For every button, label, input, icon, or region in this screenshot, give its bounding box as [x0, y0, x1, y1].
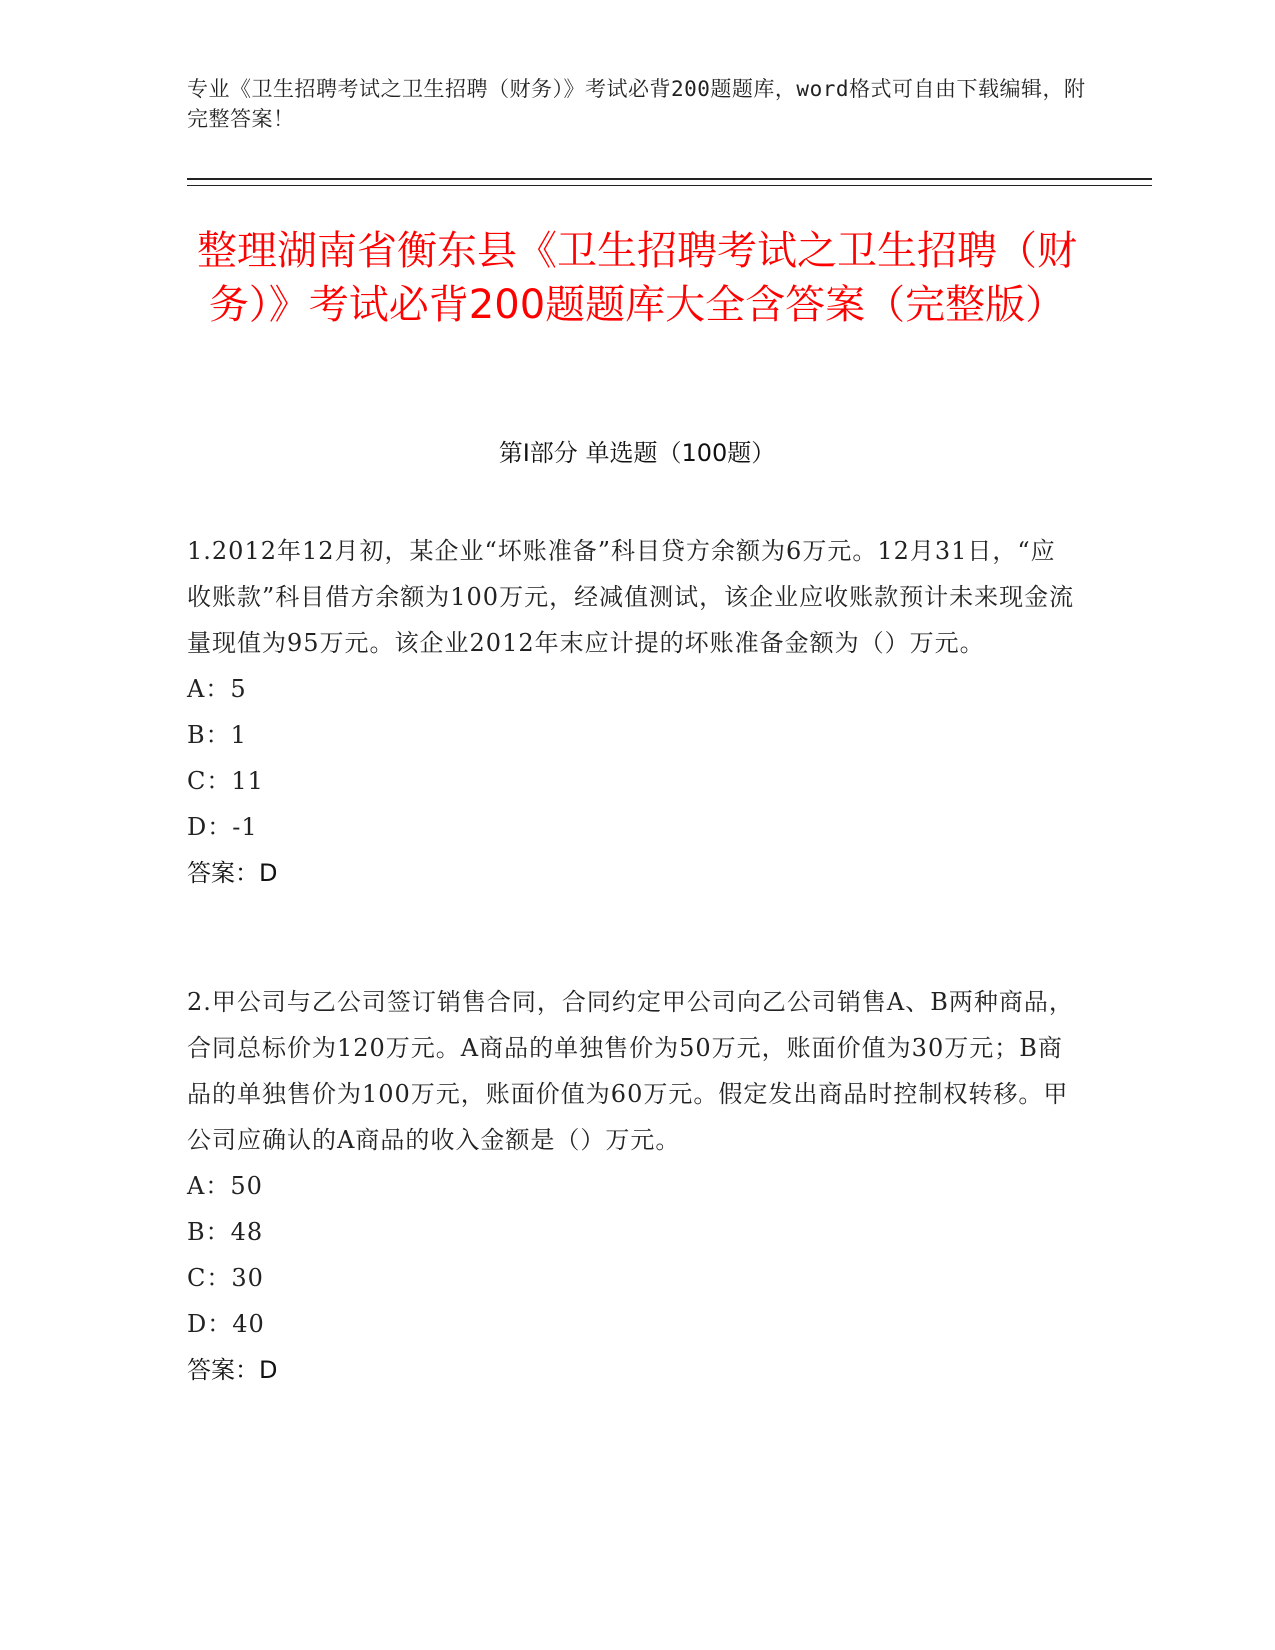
- option-a: A：50: [187, 1172, 263, 1200]
- section-heading: 第I部分 单选题（100题）: [498, 439, 776, 467]
- question-stem: 1.2012年12月初，某企业“坏账准备”科目贷方余额为6万元。12月31日，“应收账款”科目借方余额为100万元，经减值测试，该企业应收账款预计未来现金流量现值为95万元。该企业2012年末应计提的坏账准备金额为（）万元。: [187, 537, 1075, 657]
- header-divider-thin: [187, 185, 1152, 186]
- header-note: 专业《卫生招聘考试之卫生招聘（财务）》考试必背200题题库，word格式可自由下载编辑，附完整答案！: [187, 77, 1086, 131]
- option-c: C：11: [187, 767, 264, 795]
- question-block: [187, 528, 1077, 896]
- question-block: [187, 979, 1077, 1393]
- option-b: B：48: [187, 1218, 264, 1246]
- option-b: B：1: [187, 721, 247, 749]
- document-title: 整理湖南省衡东县《卫生招聘考试之卫生招聘（财务）》考试必背200题题库大全含答案（完整版）: [197, 228, 1077, 328]
- option-d: D：40: [187, 1310, 265, 1338]
- option-d: D：-1: [187, 813, 258, 841]
- answer-line: 答案：D: [187, 859, 278, 887]
- option-a: A：5: [187, 675, 247, 703]
- question-stem: 2.甲公司与乙公司签订销售合同，合同约定甲公司向乙公司销售A、B两种商品，合同总标价为120万元。A商品的单独售价为50万元，账面价值为30万元；B商品的单独售价为100万元，账面价值为60万元。假定发出商品时控制权转移。甲公司应确认的A商品的收入金额是（）万元。: [187, 988, 1074, 1154]
- option-c: C：30: [187, 1264, 264, 1292]
- header-divider-thick: [187, 178, 1152, 180]
- answer-line: 答案：D: [187, 1356, 278, 1384]
